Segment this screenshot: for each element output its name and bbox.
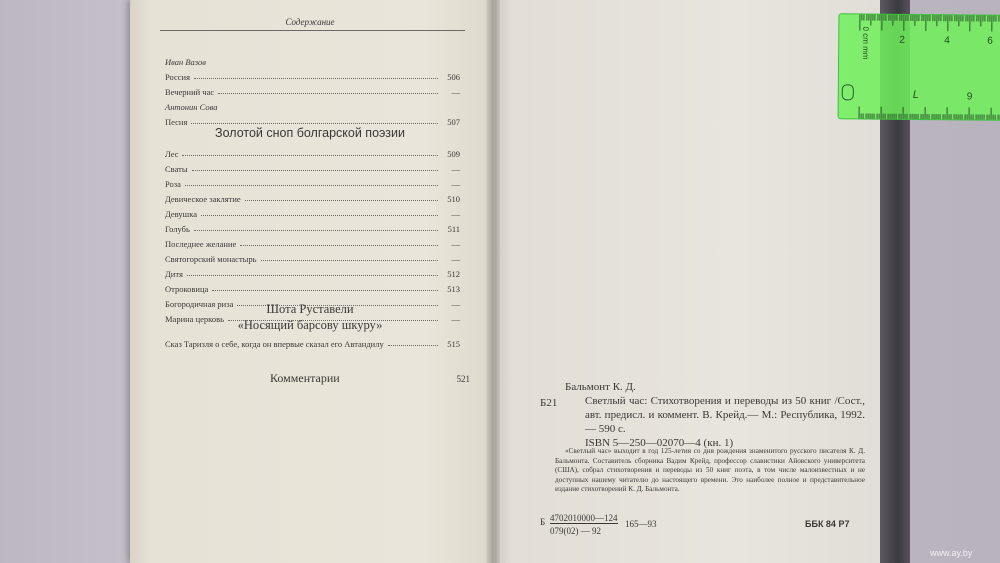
ruler-tick: [954, 15, 955, 21]
ruler-tick: [939, 15, 940, 21]
ruler-tick: [919, 15, 920, 21]
ruler-tick: [975, 114, 976, 119]
toc-entry-page: 515: [447, 339, 460, 349]
ruler-tick: [888, 15, 889, 21]
ruler-tick: [934, 15, 935, 21]
ruler-tick: [872, 114, 873, 119]
ruler-tick: [947, 15, 948, 31]
toc-entry: [165, 249, 460, 264]
toc-entry-page: —: [451, 314, 460, 324]
toc-leader-dots: [388, 345, 438, 346]
ruler-tick: [884, 15, 885, 21]
toc-leader-dots: [194, 78, 438, 79]
toc-entry: [165, 174, 460, 189]
ruler-tick: [964, 114, 965, 119]
ruler-tick: [903, 107, 904, 119]
ruler-tick: [890, 15, 891, 21]
ruler-tick: [894, 114, 895, 119]
ruler-tick: [879, 15, 880, 21]
ruler-letter: L: [912, 88, 919, 101]
ruler-tick: [960, 114, 961, 119]
toc-entry-page: 507: [447, 117, 460, 127]
toc-entry: [165, 159, 460, 174]
toc-leader-dots: [192, 170, 438, 171]
ruler-tick: [901, 15, 902, 21]
ruler-tick: [977, 114, 978, 119]
ruler-tick: [949, 114, 950, 119]
ruler-tick: [896, 114, 897, 119]
ruler-tick: [972, 15, 973, 21]
comments-entry: [270, 371, 470, 386]
ruler-tick: [951, 114, 952, 119]
ruler-tick: [922, 114, 923, 119]
toc-entry: [165, 219, 460, 234]
bbk-code: ББК 84 Р7: [805, 519, 850, 529]
section-title-rustaveli: «Носящий барсову шкуру»: [237, 318, 383, 332]
ruler-tick: [930, 15, 931, 21]
toc-entry-page: —: [451, 87, 460, 97]
book-gutter: [486, 0, 500, 563]
ruler-tick: [944, 114, 945, 119]
ruler-tick: [943, 15, 944, 21]
section-author-rustaveli: Шота Руставели: [266, 302, 354, 316]
ruler-tick: [866, 15, 867, 21]
ruler-tick: [914, 114, 915, 119]
toc-entry-page: 512: [447, 269, 460, 279]
toc-leader-dots: [182, 155, 438, 156]
toc-leader-dots: [245, 200, 438, 201]
ruler-tick: [868, 15, 869, 21]
toc-entry-page: 513: [447, 284, 460, 294]
toc-leader-dots: [240, 245, 438, 246]
ruler-tick: [988, 115, 989, 120]
ruler-tick: [955, 114, 956, 119]
ruler-tick: [895, 15, 896, 21]
toc-entry-page: 506: [447, 72, 460, 82]
ruler-tick: [978, 15, 979, 21]
ruler-tick: [873, 15, 874, 21]
ruler-tick: [910, 15, 911, 21]
ruler-tick: [995, 115, 996, 120]
toc-leader-dots: [185, 185, 438, 186]
ruler-tick: [991, 16, 992, 32]
ruler-tick: [918, 114, 919, 119]
ruler-tick: [952, 15, 953, 21]
ruler-tick: [881, 15, 882, 31]
annotation-text: «Светлый час» выходит в год 125-летия со дня рождения знаменитого русского писателя К. Д. Бальмонта. Составитель сборника Вадим Крейд, профессор славистики Айовского университета (США), собрал стихотворения и переводы из 50 книг поэта, в том числе малоизвестных и не доступных нашему читателю до настоящего времени. Это наиболее полное и представительное издание стихотворений К. Д. Бальмонта.: [555, 447, 865, 493]
toc-entry: [165, 97, 460, 112]
toc-entry-title: Вечерний час: [165, 87, 215, 97]
ruler-tick: [929, 114, 930, 119]
toc-entry-title: Богородичная риза: [165, 299, 234, 309]
ruler-tick: [928, 15, 929, 21]
toc-entry-title: Песня: [165, 117, 188, 127]
ruler-tick: [958, 114, 959, 119]
ruler-tick: [916, 114, 917, 119]
ruler-tick: [874, 114, 875, 119]
toc-entry: [165, 112, 460, 127]
toc-entry: [165, 264, 460, 279]
toc-entry-title: Антонин Сова: [165, 102, 218, 112]
toc-leader-dots: [212, 290, 438, 291]
toc-entry-title: Сказ Таризля о себе, когда он впервые сказал его Автандилу: [165, 339, 384, 349]
ruler-tick: [898, 114, 899, 119]
ruler-tick: [914, 15, 915, 26]
ruler-tick: [976, 15, 977, 21]
ruler-tick: [892, 15, 893, 26]
toc-entry-title: Дитя: [165, 269, 183, 279]
ruler-tick: [967, 15, 968, 21]
ruler-tick: [889, 114, 890, 119]
ruler-tick: [908, 15, 909, 21]
ruler-tick: [905, 114, 906, 119]
ruler-tick: [969, 15, 970, 31]
toc-entry-page: 510: [447, 194, 460, 204]
ruler-tick: [878, 114, 879, 119]
ruler-tick: [903, 15, 904, 31]
toc-leader-dots: [187, 275, 438, 276]
ruler-tick: [892, 114, 893, 119]
toc-entry: [165, 189, 460, 204]
ruler-ticks: [839, 14, 1000, 15]
toc-entry: [165, 234, 460, 249]
ruler-tick: [945, 15, 946, 21]
toc-entry-title: Голубь: [165, 224, 190, 234]
ruler-tick: [920, 114, 921, 119]
toc-entry-title: Отроковица: [165, 284, 209, 294]
ruler-tick: [876, 114, 877, 119]
ruler-tick: [900, 114, 901, 119]
ruler-tick: [956, 15, 957, 21]
ruler-tick: [863, 113, 864, 118]
toc-entry-title: Марина церковь: [165, 314, 224, 324]
ruler-tick: [983, 16, 984, 22]
ruler-tick: [950, 15, 951, 21]
ruler-tick: [885, 114, 886, 119]
page-header: Содержание: [285, 17, 335, 27]
ruler-tick: [927, 114, 928, 119]
comments-page: 521: [456, 374, 470, 384]
ruler-tick: [947, 107, 948, 119]
ruler-tick: [864, 14, 865, 20]
ruler-number: 9: [966, 91, 973, 103]
ruler-tick: [870, 114, 871, 119]
watermark: www.ay.by: [930, 548, 973, 558]
toc-leader-dots: [261, 260, 438, 261]
ruler-tick: [923, 15, 924, 21]
catalog-code: Б21: [540, 397, 558, 409]
toc-entry: [165, 67, 460, 82]
toc-entry-title: Роза: [165, 179, 181, 189]
toc-leader-dots: [201, 215, 438, 216]
ruler-tick: [982, 115, 983, 120]
toc-entry-page: —: [451, 254, 460, 264]
toc-entry-title: Девическое заклятие: [165, 194, 241, 204]
ruler-tick: [883, 114, 884, 119]
ruler-unit-label: 0 cm mm: [861, 26, 871, 60]
ruler-tick: [933, 114, 934, 119]
catalog-isbn: ISBN 5—250—02070—4 (кн. 1): [585, 437, 734, 449]
ruler: [838, 13, 1000, 120]
ruler-tick: [909, 114, 910, 119]
ruler-tick: [877, 15, 878, 21]
ruler-tick: [973, 114, 974, 119]
ruler-tick: [899, 15, 900, 21]
section-title-bulgarian: Золотой сноп болгарской поэзии: [215, 126, 405, 140]
ruler-tick: [969, 107, 970, 119]
ruler-tick: [942, 114, 943, 119]
ruler-tick: [958, 15, 959, 26]
toc-block-1: [165, 52, 460, 127]
toc-block-2: [165, 144, 460, 324]
ruler-tick: [962, 114, 963, 119]
ruler-tick: [859, 106, 860, 118]
toc-leader-dots: [191, 123, 438, 124]
ruler-tick: [932, 15, 933, 21]
ruler-tick: [886, 15, 887, 21]
ruler-tick: [941, 15, 942, 21]
ruler-tick: [938, 114, 939, 119]
header-rule: [160, 30, 465, 31]
ruler-tick: [996, 16, 997, 22]
ruler-tick: [887, 114, 888, 119]
ruler-tick: [906, 15, 907, 21]
footer-code-1: 4702010000—124: [550, 513, 618, 523]
toc-entry-page: —: [451, 239, 460, 249]
ruler-tick: [925, 15, 926, 31]
ruler-tick: [963, 15, 964, 21]
ruler-tick: [966, 114, 967, 119]
toc-entry: [165, 279, 460, 294]
ruler-tick: [998, 16, 999, 22]
ruler-tick: [917, 15, 918, 21]
ruler-tick: [994, 16, 995, 22]
ruler-tick: [881, 107, 882, 119]
footer-code-3: 165—93: [625, 519, 657, 529]
toc-entry-page: 509: [447, 149, 460, 159]
ruler-number: 2: [899, 34, 905, 46]
catalog-description: Светлый час: Стихотворения и переводы из 50 книг /Сост., авт. предисл. и коммент. В. Крейд.— М.: Республика, 1992.— 590 с.: [585, 395, 865, 435]
comments-title: Комментарии: [270, 371, 340, 385]
ruler-tick: [961, 15, 962, 21]
ruler-number: 6: [987, 35, 993, 47]
ruler-tick: [861, 113, 862, 118]
ruler-tick: [980, 115, 981, 120]
toc-leader-dots: [218, 93, 438, 94]
ruler-tick: [867, 114, 868, 119]
toc-entry-title: Лес: [165, 149, 179, 159]
toc-entry-title: Сваты: [165, 164, 188, 174]
toc-entry-title: Россия: [165, 72, 190, 82]
toc-entry: [165, 144, 460, 159]
ruler-number: 4: [944, 35, 950, 47]
toc-entry-page: 511: [447, 224, 460, 234]
ruler-tick: [971, 114, 972, 119]
ruler-tick: [921, 15, 922, 21]
ruler-tick: [989, 16, 990, 22]
toc-entry-title: Святогорский монастырь: [165, 254, 257, 264]
toc-entry: [165, 82, 460, 97]
catalog-author: Бальмонт К. Д.: [565, 381, 636, 393]
toc-block-3: [165, 334, 460, 349]
footer-code-2: 079(02) — 92: [550, 526, 601, 536]
ruler-tick: [997, 115, 998, 120]
ruler-tick: [986, 115, 987, 120]
toc-entry-page: —: [451, 209, 460, 219]
toc-entry-page: —: [451, 164, 460, 174]
ruler-tick: [925, 107, 926, 119]
footer-b: Б: [540, 517, 546, 527]
ruler-tick: [870, 15, 871, 26]
toc-entry: [165, 52, 460, 67]
toc-entry: [165, 334, 460, 349]
ruler-tick: [940, 114, 941, 119]
ruler-tick: [912, 15, 913, 21]
toc-leader-dots: [194, 230, 438, 231]
toc-entry-page: —: [451, 179, 460, 189]
ruler-tick: [974, 15, 975, 21]
ruler-hole: [842, 84, 854, 100]
ruler-tick: [897, 15, 898, 21]
ruler-tick: [993, 115, 994, 120]
ruler-tick: [911, 114, 912, 119]
ruler-tick: [953, 114, 954, 119]
ruler-tick: [907, 114, 908, 119]
toc-entry-page: —: [451, 299, 460, 309]
ruler-tick: [936, 114, 937, 119]
ruler-tick: [991, 108, 992, 120]
ruler-tick: [936, 15, 937, 26]
ruler-tick: [875, 15, 876, 21]
ruler-tick: [985, 16, 986, 22]
toc-entry: [165, 204, 460, 219]
toc-entry-title: Девушка: [165, 209, 197, 219]
ruler-tick: [931, 114, 932, 119]
ruler-tick: [984, 115, 985, 120]
toc-entry-title: Иван Вазов: [165, 57, 206, 67]
ruler-tick: [865, 114, 866, 119]
ruler-tick: [862, 14, 863, 20]
ruler-tick: [980, 16, 981, 27]
toc-entry-title: Последнее желание: [165, 239, 237, 249]
ruler-tick: [965, 15, 966, 21]
ruler-tick: [987, 16, 988, 22]
